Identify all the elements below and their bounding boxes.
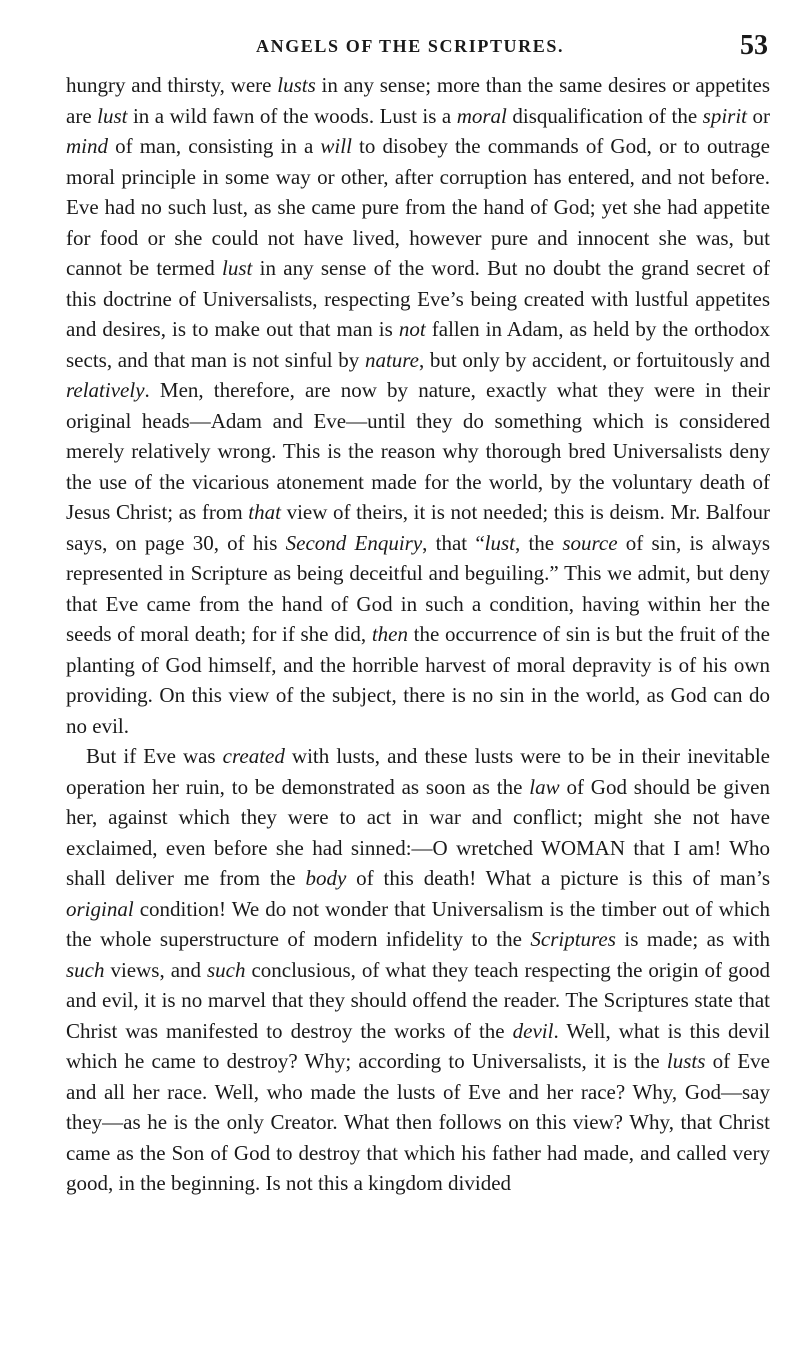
emphasis-text: spirit — [702, 103, 748, 128]
paragraph-text: of sin, is always represented in Scripture as being deceitful and beguiling.” This we admit, but deny that Eve came from the hand of God in such a condition, having within her the seeds of moral death; for if she did, — [66, 530, 770, 646]
paragraph-text: hungry and thirsty, were — [66, 73, 278, 97]
paragraph-text: . Well, what is this devil which he came to destroy? Why; according to Universalists, it is the — [66, 1018, 770, 1073]
emphasis-text: nature — [364, 347, 419, 372]
paragraph-text: . Men, therefore, are now by nature, exactly what they were in their original heads—Adam and Eve—until they do something which is considered merely relatively wrong. This is the reason why thorough bred Universalists deny the use of the vicarious atonement made for the world, by the voluntary death of Jesus Christ; as from — [66, 378, 770, 524]
emphasis-text: lust — [484, 530, 515, 555]
paragraph-text: of man, consisting in a — [108, 134, 321, 158]
paragraph-text: disqualification of the — [506, 103, 703, 128]
emphasis-text: moral — [456, 103, 507, 128]
book-page — [66, 28, 770, 1199]
emphasis-text: mind — [66, 134, 108, 158]
page-number: 53 — [740, 30, 768, 61]
paragraph-text: condition! We do not wonder that Universalism is the timber out of which the whole superstructure of modern infidelity to the — [66, 896, 770, 951]
paragraph-text: in any sense of the word. But no doubt the grand secret of this doctrine of Universalists, respecting Eve’s being created with lustful appetites and desires, is to make out that man is — [66, 256, 770, 341]
emphasis-text: relatively — [66, 378, 145, 402]
emphasis-text: created — [222, 744, 285, 768]
paragraph-text: views, and — [104, 957, 207, 982]
running-head-title: ANGELS OF THE SCRIPTURES. — [256, 36, 565, 56]
emphasis-text: that — [248, 500, 281, 524]
emphasis-text: such — [66, 957, 105, 982]
body-paragraph — [66, 70, 770, 741]
paragraph-text: conclusious, of what they teach respecting the origin of good and evil, it is no marvel that they should offend the reader. The Scriptures state that Christ was manifested to destroy the works of the — [66, 957, 770, 1043]
emphasis-text: not — [398, 317, 426, 341]
emphasis-text: law — [529, 774, 560, 799]
emphasis-text: original — [66, 896, 134, 921]
paragraph-text: of this death! What a picture is this of man’s — [346, 866, 770, 890]
paragraph-text: or — [747, 103, 770, 128]
emphasis-text: source — [562, 530, 618, 555]
emphasis-text: devil — [512, 1018, 554, 1043]
paragraph-text: , that “ — [422, 530, 485, 555]
paragraph-text: fallen in Adam, as held by the orthodox sects, and that man is not sinful by — [66, 317, 770, 372]
paragraph-text: of Eve and all her race. Well, who made the lusts of Eve and her race? Why, God—say they—as he is the only Creator. What then follows on this view? Why, that Christ came as the Son of God to destroy that which his father had made, and called very good, in the beginning. Is not this a kingdom divided — [66, 1049, 770, 1195]
emphasis-text: will — [320, 134, 352, 158]
emphasis-text: lusts — [666, 1049, 706, 1073]
paragraph-text: with lusts, and these lusts were to be in their inevitable operation her ruin, to be demonstrated as soon as the — [66, 744, 770, 799]
paragraph-text: view of theirs, it is not needed; this is deism. Mr. Balfour says, on page 30, of his — [66, 500, 770, 555]
paragraph-text: But if Eve was — [86, 744, 223, 768]
paragraph-text: to disobey the commands of God, or to outrage moral principle in some way or other, after corruption has entered, and not before. Eve had no such lust, as she came pure from the hand of God; yet she had appetite for food or she could not have lived, however pure and innocent she was, but cannot be termed — [66, 134, 770, 280]
emphasis-text: lust — [97, 103, 128, 128]
emphasis-text: lusts — [277, 73, 316, 97]
paragraph-text: of God should be given her, against which they were to act in war and conflict; might she not have exclaimed, even before she had sinned:—O wretched WOMAN that I am! Who shall deliver me from the — [66, 774, 770, 890]
emphasis-text: then — [371, 622, 408, 646]
emphasis-text: such — [206, 957, 246, 982]
emphasis-text: lust — [222, 256, 253, 280]
paragraph-text: in any sense; more than the same desires or appetites are — [66, 73, 770, 128]
paragraph-text: the occurrence of sin is but the fruit of the planting of God himself, and the horrible harvest of moral depravity is of his own providing. On this view of the subject, there is no sin in the world, as God can do no evil. — [66, 622, 771, 738]
body-text — [66, 70, 770, 1199]
emphasis-text: Second Enquiry — [285, 530, 423, 555]
emphasis-text: Scriptures — [530, 927, 616, 951]
emphasis-text: body — [305, 866, 347, 890]
paragraph-text: , but only by accident, or fortuitously and — [419, 347, 770, 372]
paragraph-text: , the — [514, 530, 563, 555]
paragraph-text: in a wild fawn of the woods. Lust is a — [127, 103, 457, 128]
body-paragraph — [66, 741, 770, 1199]
paragraph-text: is made; as with — [615, 927, 770, 951]
running-head — [66, 28, 770, 70]
